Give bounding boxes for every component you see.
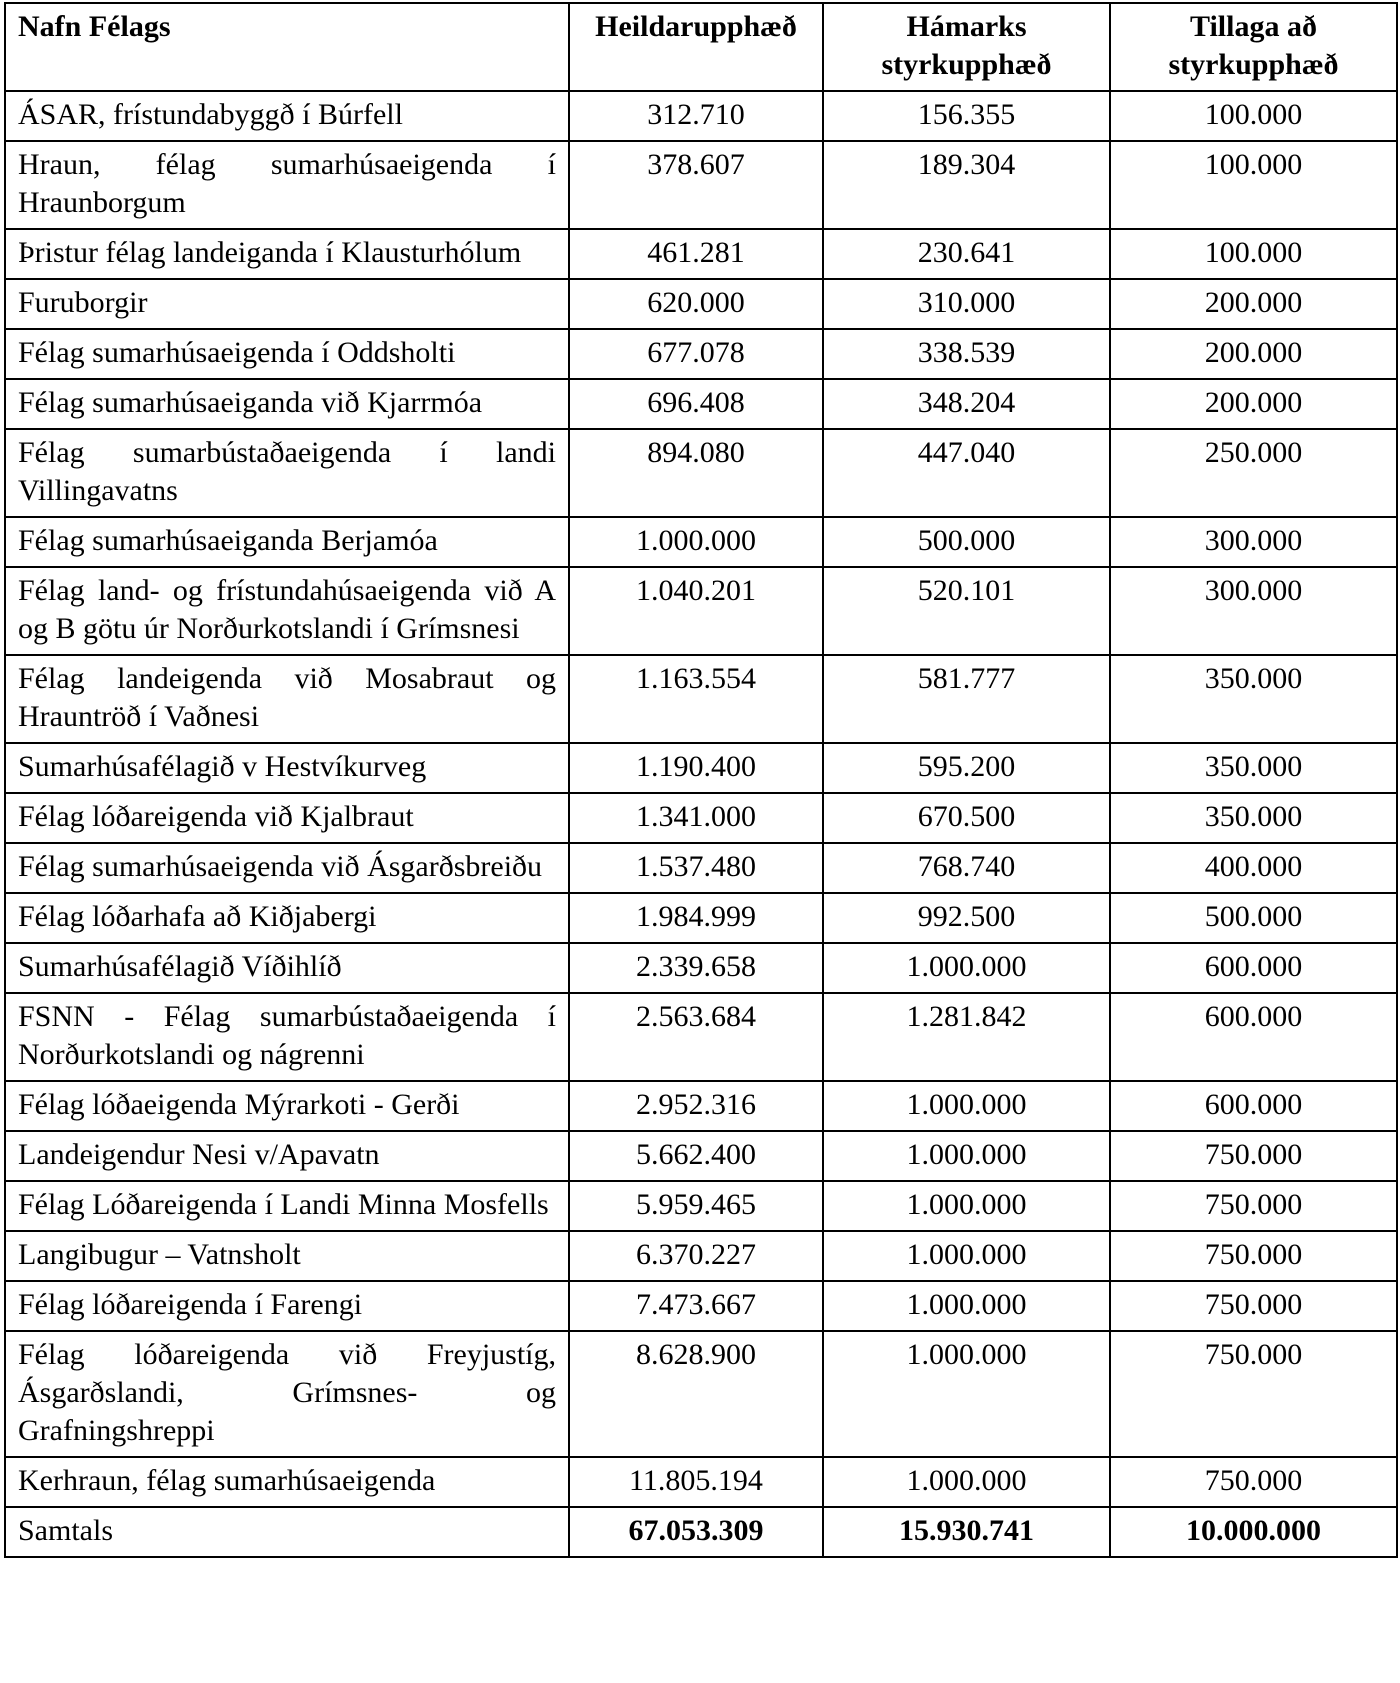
cell-proposal: 200.000: [1110, 279, 1397, 329]
cell-name: Félag Lóðareigenda í Landi Minna Mosfells: [5, 1181, 569, 1231]
cell-total: 2.563.684: [569, 993, 823, 1081]
cell-total: 5.662.400: [569, 1131, 823, 1181]
cell-proposal: 500.000: [1110, 893, 1397, 943]
cell-max: 230.641: [823, 229, 1110, 279]
cell-total: 1.000.000: [569, 517, 823, 567]
cell-max: 310.000: [823, 279, 1110, 329]
cell-total: 6.370.227: [569, 1231, 823, 1281]
cell-proposal: 350.000: [1110, 655, 1397, 743]
cell-total: 2.339.658: [569, 943, 823, 993]
table-row: [5, 1131, 1397, 1181]
table-row: [5, 1457, 1397, 1507]
cell-name: Kerhraun, félag sumarhúsaeigenda: [5, 1457, 569, 1507]
cell-name: Félag lóðareigenda við Kjalbraut: [5, 793, 569, 843]
cell-proposal: 100.000: [1110, 141, 1397, 229]
table-row: [5, 91, 1397, 141]
cell-max: 520.101: [823, 567, 1110, 655]
table-row: [5, 655, 1397, 743]
cell-max: 189.304: [823, 141, 1110, 229]
cell-total: 1.190.400: [569, 743, 823, 793]
table-row: [5, 329, 1397, 379]
cell-name: Félag landeigenda við Mosabraut og Hrauntröð í Vaðnesi: [5, 655, 569, 743]
table-row: [5, 1081, 1397, 1131]
table-row: [5, 1281, 1397, 1331]
cell-name: Félag sumarhúsaeigenda við Ásgarðsbreiðu: [5, 843, 569, 893]
cell-proposal: 300.000: [1110, 517, 1397, 567]
cell-name: Hraun, félag sumarhúsaeigenda í Hraunborgum: [5, 141, 569, 229]
cell-proposal: 400.000: [1110, 843, 1397, 893]
cell-proposal: 600.000: [1110, 943, 1397, 993]
table-row: [5, 379, 1397, 429]
cell-total: 677.078: [569, 329, 823, 379]
cell-max: 348.204: [823, 379, 1110, 429]
grant-table: [4, 2, 1398, 1558]
cell-name: Félag lóðareigenda í Farengi: [5, 1281, 569, 1331]
cell-proposal: 750.000: [1110, 1131, 1397, 1181]
table-row: [5, 1231, 1397, 1281]
cell-name: Félag lóðarhafa að Kiðjabergi: [5, 893, 569, 943]
table-row: [5, 993, 1397, 1081]
cell-total: 1.984.999: [569, 893, 823, 943]
cell-max: 1.000.000: [823, 1081, 1110, 1131]
cell-proposal: 600.000: [1110, 993, 1397, 1081]
table-row: [5, 567, 1397, 655]
cell-max: 768.740: [823, 843, 1110, 893]
cell-total: 312.710: [569, 91, 823, 141]
table-row: [5, 517, 1397, 567]
cell-name: FSNN - Félag sumarbústaðaeigenda í Norðurkotslandi og nágrenni: [5, 993, 569, 1081]
cell-proposal: 600.000: [1110, 1081, 1397, 1131]
cell-total: 696.408: [569, 379, 823, 429]
cell-total: 620.000: [569, 279, 823, 329]
table-row: [5, 793, 1397, 843]
cell-max: 1.000.000: [823, 1181, 1110, 1231]
header-name: Nafn Félags: [5, 3, 569, 91]
table-row: [5, 1181, 1397, 1231]
totals-proposal: 10.000.000: [1110, 1507, 1397, 1557]
header-max: Hámarks styrkupphæð: [823, 3, 1110, 91]
totals-total: 67.053.309: [569, 1507, 823, 1557]
table-header-row: [5, 3, 1397, 91]
cell-total: 5.959.465: [569, 1181, 823, 1231]
cell-max: 992.500: [823, 893, 1110, 943]
cell-max: 1.000.000: [823, 1331, 1110, 1457]
cell-name: Félag sumarhúsaeigenda í Oddsholti: [5, 329, 569, 379]
cell-max: 595.200: [823, 743, 1110, 793]
cell-name: Félag sumarhúsaeiganda við Kjarrmóa: [5, 379, 569, 429]
cell-max: 1.000.000: [823, 1131, 1110, 1181]
header-total: Heildarupphæð: [569, 3, 823, 91]
table-row: [5, 743, 1397, 793]
cell-name: Landeigendur Nesi v/Apavatn: [5, 1131, 569, 1181]
cell-name: Félag sumarhúsaeiganda Berjamóa: [5, 517, 569, 567]
cell-total: 8.628.900: [569, 1331, 823, 1457]
cell-proposal: 200.000: [1110, 329, 1397, 379]
table-body: [5, 91, 1397, 1507]
cell-name: Langibugur – Vatnsholt: [5, 1231, 569, 1281]
totals-row: [5, 1507, 1397, 1557]
table-row: [5, 141, 1397, 229]
cell-proposal: 200.000: [1110, 379, 1397, 429]
cell-proposal: 750.000: [1110, 1181, 1397, 1231]
totals-label: Samtals: [5, 1507, 569, 1557]
cell-name: Félag lóðaeigenda Mýrarkoti - Gerði: [5, 1081, 569, 1131]
cell-total: 1.163.554: [569, 655, 823, 743]
cell-name: Félag sumarbústaðaeigenda í landi Villingavatns: [5, 429, 569, 517]
cell-name: Sumarhúsafélagið Víðihlíð: [5, 943, 569, 993]
cell-name: Furuborgir: [5, 279, 569, 329]
cell-proposal: 250.000: [1110, 429, 1397, 517]
cell-max: 581.777: [823, 655, 1110, 743]
cell-proposal: 750.000: [1110, 1457, 1397, 1507]
cell-name: Þristur félag landeiganda í Klausturhólum: [5, 229, 569, 279]
header-proposal: Tillaga að styrkupphæð: [1110, 3, 1397, 91]
cell-proposal: 300.000: [1110, 567, 1397, 655]
cell-max: 156.355: [823, 91, 1110, 141]
table-row: [5, 279, 1397, 329]
cell-name: Félag lóðareigenda við Freyjustíg, Ásgarðslandi, Grímsnes- og Grafningshreppi: [5, 1331, 569, 1457]
cell-total: 11.805.194: [569, 1457, 823, 1507]
cell-total: 2.952.316: [569, 1081, 823, 1131]
cell-proposal: 350.000: [1110, 743, 1397, 793]
cell-proposal: 750.000: [1110, 1231, 1397, 1281]
cell-max: 670.500: [823, 793, 1110, 843]
cell-proposal: 100.000: [1110, 91, 1397, 141]
cell-max: 1.281.842: [823, 993, 1110, 1081]
table-row: [5, 943, 1397, 993]
cell-proposal: 350.000: [1110, 793, 1397, 843]
table-row: [5, 893, 1397, 943]
cell-proposal: 750.000: [1110, 1331, 1397, 1457]
cell-total: 1.040.201: [569, 567, 823, 655]
cell-max: 447.040: [823, 429, 1110, 517]
cell-total: 461.281: [569, 229, 823, 279]
cell-proposal: 750.000: [1110, 1281, 1397, 1331]
cell-proposal: 100.000: [1110, 229, 1397, 279]
table-row: [5, 1331, 1397, 1457]
cell-total: 7.473.667: [569, 1281, 823, 1331]
cell-max: 1.000.000: [823, 1457, 1110, 1507]
cell-max: 500.000: [823, 517, 1110, 567]
cell-name: Sumarhúsafélagið v Hestvíkurveg: [5, 743, 569, 793]
table-row: [5, 429, 1397, 517]
cell-total: 378.607: [569, 141, 823, 229]
cell-total: 1.537.480: [569, 843, 823, 893]
cell-max: 1.000.000: [823, 1231, 1110, 1281]
table-row: [5, 229, 1397, 279]
cell-total: 1.341.000: [569, 793, 823, 843]
cell-name: ÁSAR, frístundabyggð í Búrfell: [5, 91, 569, 141]
table-row: [5, 843, 1397, 893]
totals-max: 15.930.741: [823, 1507, 1110, 1557]
cell-max: 1.000.000: [823, 943, 1110, 993]
cell-name: Félag land- og frístundahúsaeigenda við A og B götu úr Norðurkotslandi í Grímsnesi: [5, 567, 569, 655]
cell-max: 338.539: [823, 329, 1110, 379]
cell-total: 894.080: [569, 429, 823, 517]
cell-max: 1.000.000: [823, 1281, 1110, 1331]
